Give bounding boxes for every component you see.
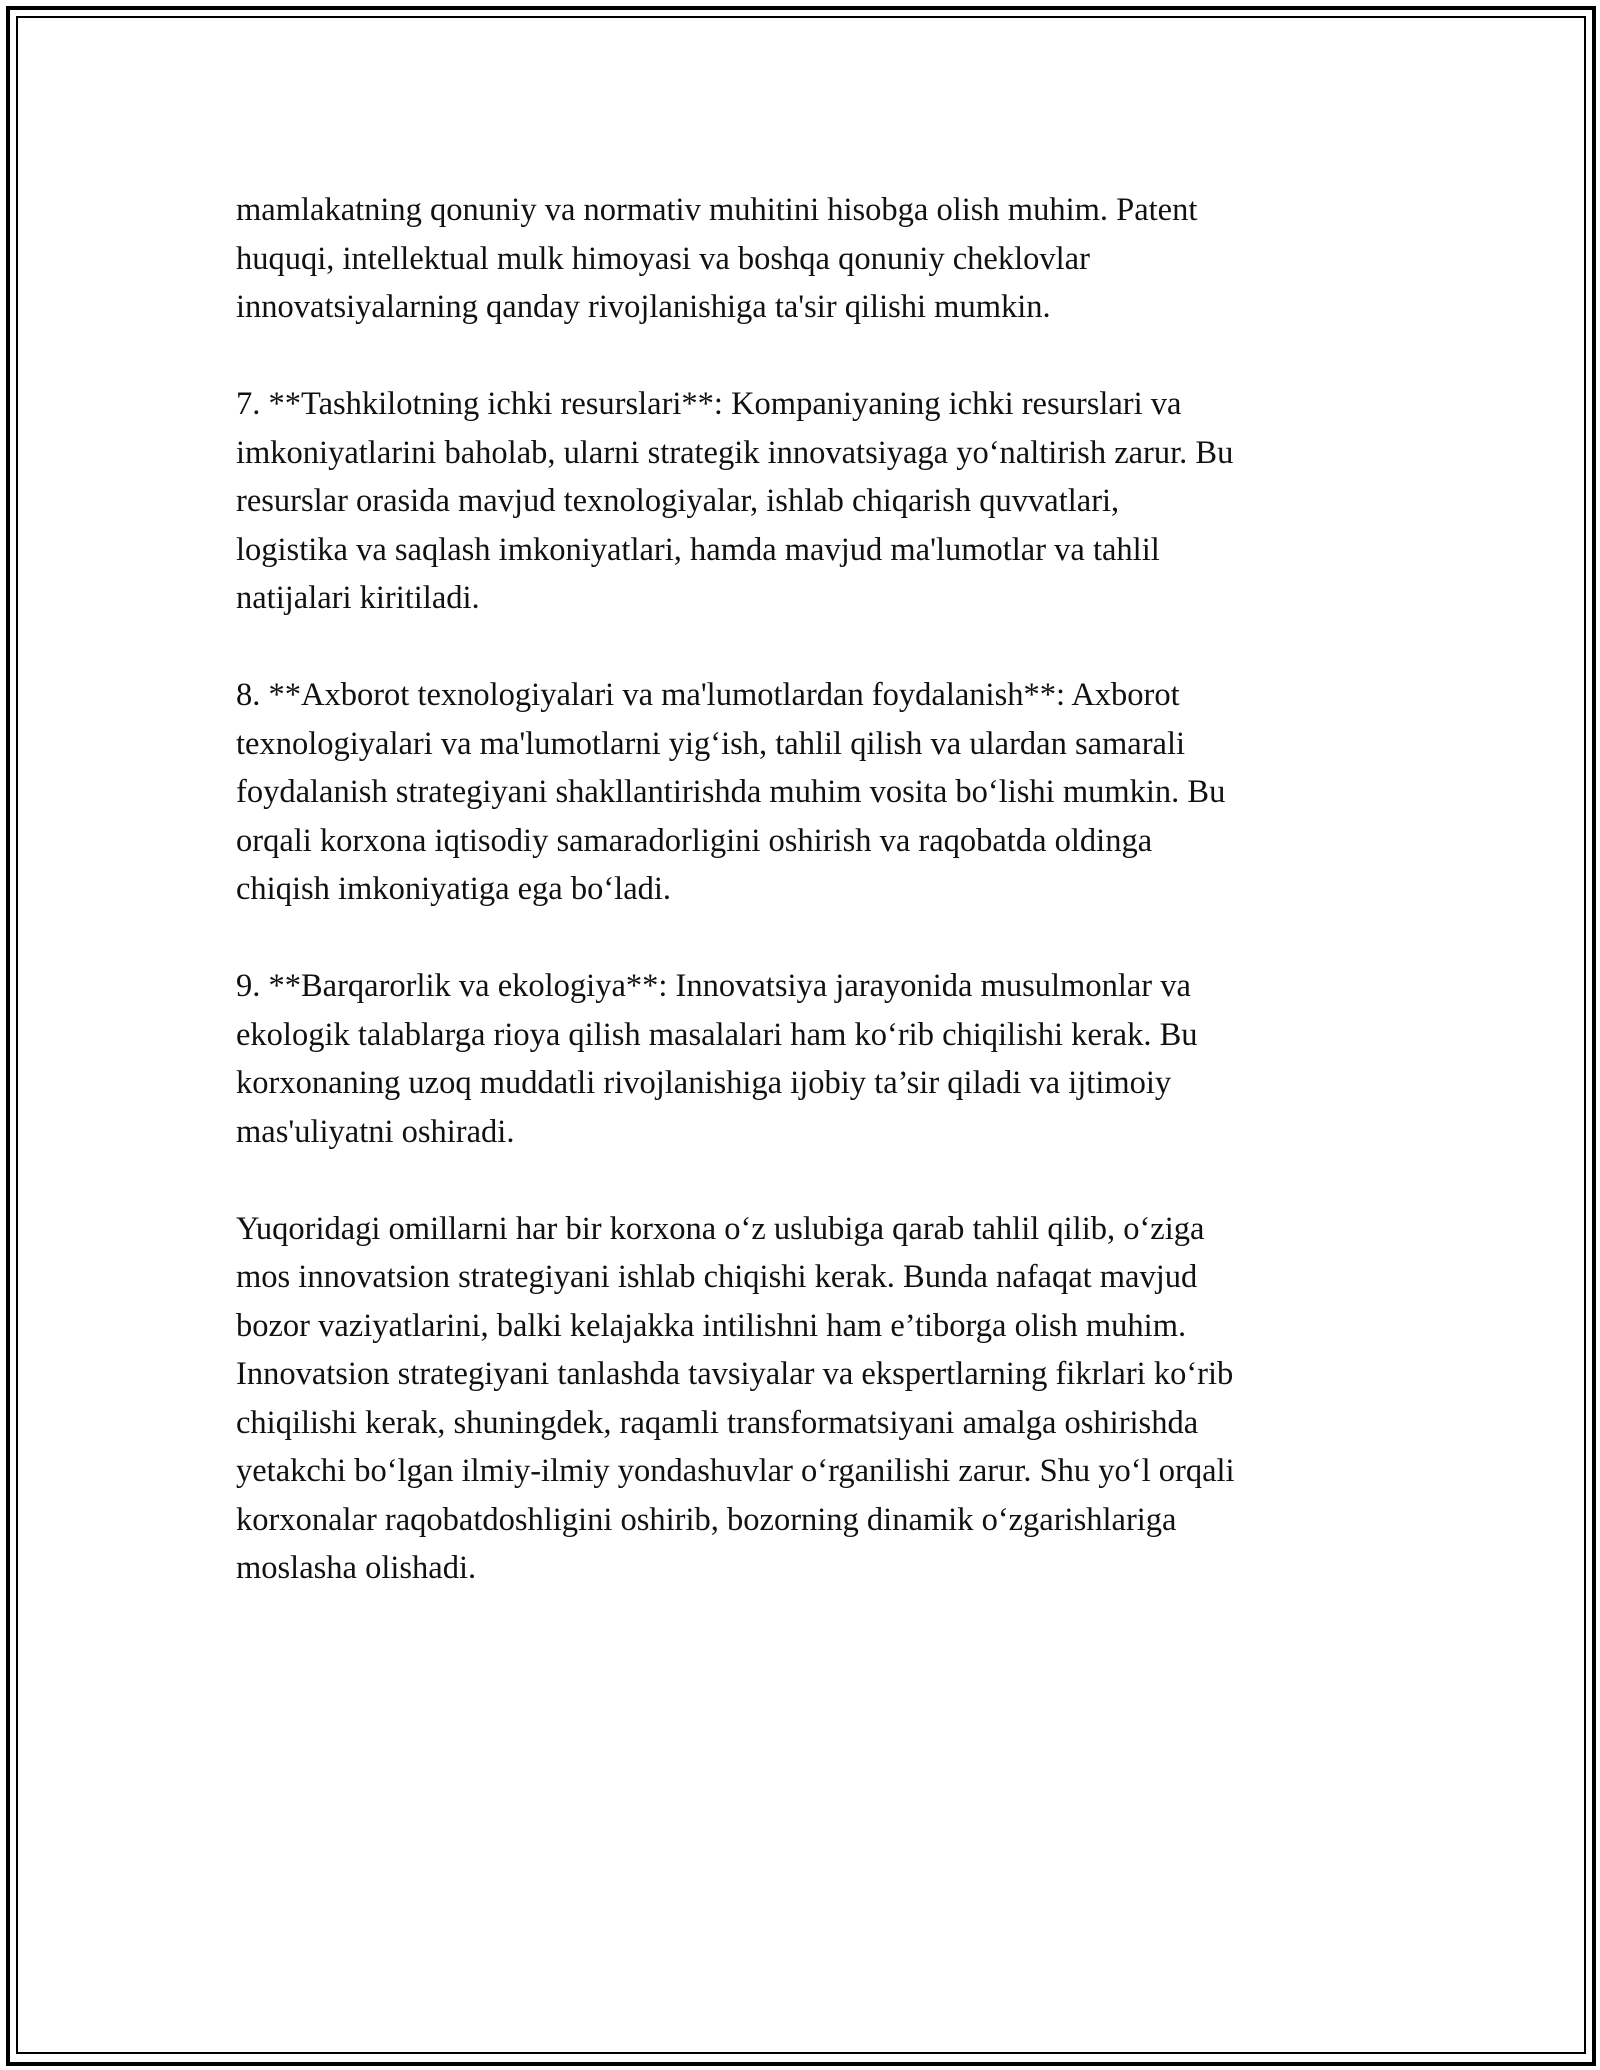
paragraph-item-9 (236, 962, 1376, 1156)
text-line: mas'uliyatni oshiradi. (236, 1113, 515, 1150)
text-line: 9. **Barqarorlik va ekologiya**: Innovatsiya jarayonida musulmonlar va (236, 968, 1191, 1004)
text-line: resurslar orasida mavjud texnologiyalar, ishlab chiqarish quvvatlari, (236, 483, 1120, 519)
text-line: chiqish imkoniyatiga ega bo‘ladi. (236, 871, 672, 907)
document-body (236, 186, 1376, 1593)
text-line: texnologiyalari va ma'lumotlarni yig‘ish, tahlil qilish va ulardan samarali (236, 725, 1186, 762)
text-line: korxonalar raqobatdoshligini oshirib, bozorning dinamik o‘zgarishlariga (236, 1501, 1177, 1538)
text-line: imkoniyatlarini baholab, ularni strategik innovatsiyaga yo‘naltirish zarur. Bu (236, 434, 1234, 471)
text-line: huquqi, intellektual mulk himoyasi va boshqa qonuniy cheklovlar (236, 240, 1090, 277)
text-line: Yuqoridagi omillarni har bir korxona o‘z uslubiga qarab tahlil qilib, o‘ziga (236, 1210, 1205, 1247)
paragraph-legal-environment (236, 186, 1376, 332)
text-line: 8. **Axborot texnologiyalari va ma'lumotlardan foydalanish**: Axborot (236, 677, 1180, 713)
text-line: 7. **Tashkilotning ichki resurslari**: Kompaniyaning ichki resurslari va (236, 386, 1182, 422)
text-line: ekologik talablarga rioya qilish masalalari ham ko‘rib chiqilishi kerak. Bu (236, 1016, 1198, 1053)
paragraph-item-8 (236, 671, 1376, 914)
text-line: foydalanish strategiyani shakllantirishda muhim vosita bo‘lishi mumkin. Bu (236, 774, 1226, 810)
text-line: orqali korxona iqtisodiy samaradorligini oshirish va raqobatda oldinga (236, 822, 1153, 859)
text-line: chiqilishi kerak, shuningdek, raqamli transformatsiyani amalga oshirishda (236, 1404, 1199, 1441)
text-line: Innovatsion strategiyani tanlashda tavsiyalar va ekspertlarning fikrlari ko‘rib (236, 1356, 1234, 1392)
text-line: natijalari kiritiladi. (236, 580, 480, 616)
text-line: mamlakatning qonuniy va normativ muhitini hisobga olish muhim. Patent (236, 192, 1198, 228)
text-line: moslasha olishadi. (236, 1550, 477, 1586)
text-line: korxonaning uzoq muddatli rivojlanishiga ijobiy ta’sir qiladi va ijtimoiy (236, 1065, 1172, 1101)
text-line: mos innovatsion strategiyani ishlab chiqishi kerak. Bunda nafaqat mavjud (236, 1259, 1198, 1295)
text-line: yetakchi bo‘lgan ilmiy-ilmiy yondashuvlar o‘rganilishi zarur. Shu yo‘l orqali (236, 1453, 1235, 1489)
paragraph-conclusion (236, 1205, 1376, 1593)
text-line: innovatsiyalarning qanday rivojlanishiga ta'sir qilishi mumkin. (236, 289, 1051, 325)
paragraph-item-7 (236, 380, 1376, 623)
text-line: logistika va saqlash imkoniyatlari, hamda mavjud ma'lumotlar va tahlil (236, 531, 1160, 568)
text-line: bozor vaziyatlarini, balki kelajakka intilishni ham e’tiborga olish muhim. (236, 1307, 1187, 1344)
